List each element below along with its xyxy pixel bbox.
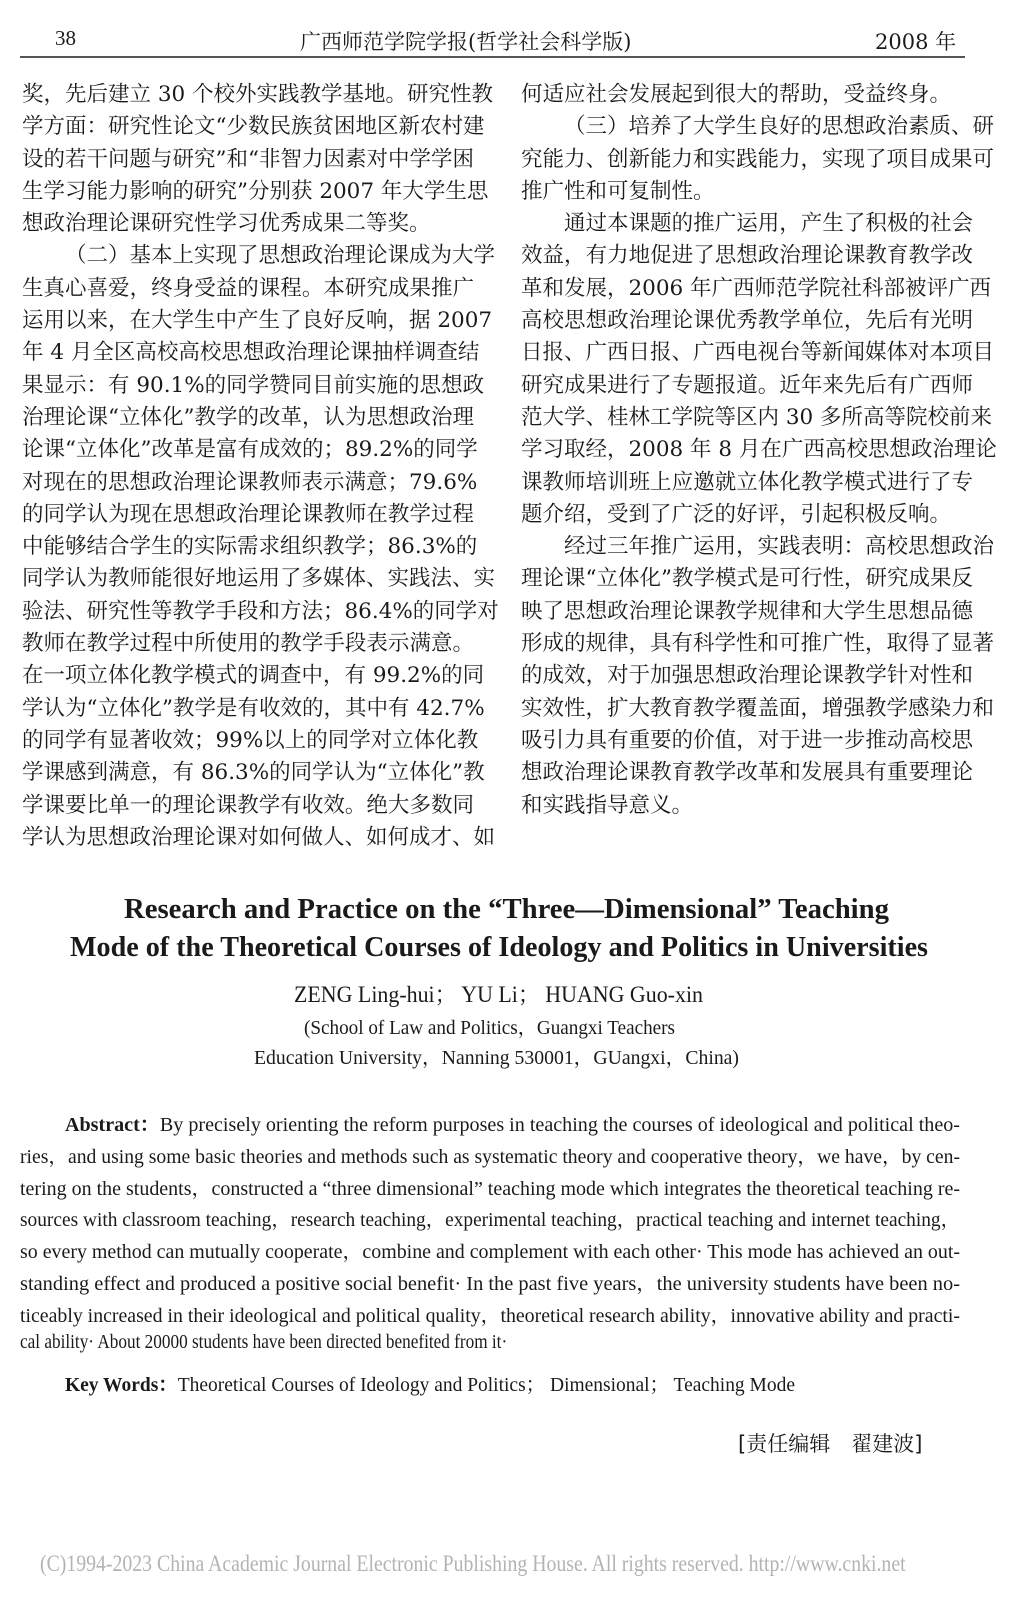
text-line: 的成效，对于加强思想政治理论课教学针对性和: [521, 663, 973, 689]
text-line: 映了思想政治理论课教学规律和大学生思想品德: [521, 598, 973, 624]
text-line: 通过本课题的推广运用，产生了积极的社会: [564, 211, 973, 237]
text-line: 的同学有显著收效；99%以上的同学对立体化教: [22, 727, 479, 753]
abstract-text: standing effect and produced a positive social benefit· In the past five years，the university students have been no-: [20, 1273, 961, 1295]
text-line: 果显示：有 90.1%的同学赞同目前实施的思想政: [22, 372, 485, 398]
abstract-line: [20, 1331, 587, 1354]
text-line: 验法、研究性等教学手段和方法；86.4%的同学对: [22, 598, 499, 624]
text-line: 奖，先后建立 30 个校外实践教学基地。研究性教: [22, 82, 494, 107]
text-line: 设的若干问题与研究”和“非智力因素对中学学困: [22, 146, 474, 172]
text-line: 理论课“立体化”教学模式是可行性，研究成果反: [521, 566, 973, 592]
abstract-text: ticeably increased in their ideological and political quality，theoretical research ability，innovative ability and practi-: [20, 1304, 960, 1327]
header-rule: [20, 56, 965, 58]
english-authors: ZENG Ling-hui； YU Li； HUANG Guo-xin: [294, 982, 703, 1007]
text-line: 生学习能力影响的研究”分别获 2007 年大学生思: [22, 178, 489, 204]
journal-title: 广西师范学院学报(哲学社会科学版): [300, 30, 632, 54]
english-affiliation-line-2: Education University，Nanning 530001，GUangxi，China): [254, 1047, 739, 1069]
english-title-line-2: Mode of the Theoretical Courses of Ideology and Politics in Universities: [70, 931, 928, 963]
text-line: （三）培养了大学生良好的思想政治素质、研: [564, 114, 995, 140]
text-line: 范大学、桂林工学院等区内 30 多所高等院校前来: [521, 404, 993, 430]
text-line: 和实践指导意义。: [521, 792, 694, 818]
text-line: 实效性，扩大教育教学覆盖面，增强教学感染力和: [521, 695, 995, 721]
abstract-text: sources with classroom teaching，research teaching，experimental teaching，practical teaching and internet teaching，: [20, 1209, 960, 1232]
text-line: 革和发展，2006 年广西师范学院社科部被评广西: [521, 275, 992, 301]
abstract-text: By precisely orienting the reform purposes in teaching the courses of ideological and political theo-: [159, 1114, 961, 1136]
text-line: 中能够结合学生的实际需求组织教学；86.3%的: [22, 534, 478, 560]
text-line: 在一项立体化教学模式的调查中，有 99.2%的同: [22, 663, 485, 689]
text-line: 高校思想政治理论课优秀教学单位，先后有光明: [521, 308, 973, 334]
abstract-line: [65, 1108, 961, 1137]
abstract-text: tering on the students，constructed a “three dimensional” teaching mode which integrates the theoretical teaching re-: [20, 1177, 960, 1200]
text-line: 想政治理论课教育教学改革和发展具有重要理论: [521, 760, 973, 786]
right-column: [521, 79, 997, 822]
text-line: 学习取经，2008 年 8 月在广西高校思想政治理论: [521, 437, 997, 463]
responsible-editor: [责任编辑 翟建波]: [738, 1432, 923, 1456]
text-line: 研究成果进行了专题报道。近年来先后有广西师: [521, 372, 973, 398]
paragraph: [521, 208, 997, 531]
paragraph: [521, 531, 995, 822]
text-line: 学认为“立体化”教学是有收效的，其中有 42.7%: [22, 695, 485, 721]
text-line: 生真心喜爱，终身受益的课程。本研究成果推广: [22, 275, 474, 301]
text-line: 年 4 月全区高校高校思想政治理论课抽样调查结: [22, 340, 480, 366]
text-line: 课教师培训班上应邀就立体化教学模式进行了专: [521, 469, 973, 495]
text-line: 学方面：研究性论文“少数民族贫困地区新农村建: [22, 114, 485, 140]
copyright-footer: (C)1994-2023 China Academic Journal Electronic Publishing House. All rights reserved. http://www.cnki.net: [40, 1551, 906, 1576]
text-line: 同学认为教师能很好地运用了多媒体、实践法、实: [22, 566, 496, 592]
text-line: 推广性和可复制性。: [521, 178, 715, 204]
page-number: 38: [55, 26, 76, 50]
keywords-text: Theoretical Courses of Ideology and Politics； Dimensional； Teaching Mode: [177, 1374, 795, 1396]
text-line: 对现在的思想政治理论课教师表示满意；79.6%: [22, 469, 478, 495]
text-line: 教师在教学过程中所使用的教学手段表示满意。: [22, 631, 474, 657]
abstract-line: [20, 1299, 969, 1328]
text-line: 何适应社会发展起到很大的帮助，受益终身。: [521, 82, 952, 107]
abstract-text: so every method can mutually cooperate，combine and complement with each other· This mode has achieved an out-: [20, 1241, 960, 1264]
paragraph: [521, 111, 995, 208]
abstract-text: cal ability· About 20000 students have been directed benefited from it·: [20, 1330, 508, 1353]
text-line: 学课要比单一的理论课教学有收效。绝大多数同: [22, 792, 474, 818]
text-line: 经过三年推广运用，实践表明：高校思想政治: [564, 534, 995, 560]
abstract-line: [20, 1172, 961, 1201]
abstract-label: Abstract：: [65, 1114, 160, 1136]
abstract-text: ries，and using some basic theories and methods such as systematic theory and cooperative theory，we have，by cen-: [20, 1145, 960, 1168]
text-line: 究能力、创新能力和实践能力，实现了项目成果可: [521, 146, 995, 172]
text-line: 日报、广西日报、广西电视台等新闻媒体对本项目: [521, 340, 995, 366]
paragraph: [521, 79, 973, 111]
text-line: 的同学认为现在思想政治理论课教师在教学过程: [22, 501, 474, 527]
text-line: 运用以来，在大学生中产生了良好反响，据 2007: [22, 308, 493, 334]
keywords-label: Key Words：: [65, 1374, 178, 1396]
paragraph: [22, 240, 499, 854]
abstract-line: [20, 1140, 977, 1169]
english-affiliation-line-1: (School of Law and Politics，Guangxi Teachers: [304, 1017, 675, 1039]
text-line: 题介绍，受到了广泛的好评，引起积极反响。: [521, 501, 952, 527]
text-line: 吸引力具有重要的价值，对于进一步推动高校思: [521, 727, 973, 753]
english-title-line-1: Research and Practice on the “Three—Dimensional” Teaching: [124, 893, 889, 925]
text-line: 学课感到满意，有 86.3%的同学认为“立体化”教: [22, 760, 485, 786]
left-column: [22, 79, 499, 854]
keywords-line: [65, 1368, 814, 1397]
text-line: 论课“立体化”改革是富有成效的；89.2%的同学: [22, 437, 478, 463]
abstract-line: [20, 1267, 961, 1296]
text-line: 治理论课“立体化”教学的改革，认为思想政治理: [22, 404, 474, 430]
text-line: 效益，有力地促进了思想政治理论课教育教学改: [521, 243, 973, 269]
abstract-line: [20, 1235, 964, 1264]
text-line: （二）基本上实现了思想政治理论课成为大学: [65, 243, 496, 269]
text-line: 想政治理论课研究性学习优秀成果二等奖。: [22, 211, 431, 237]
paragraph: [22, 79, 494, 240]
journal-year: 2008 年: [875, 30, 957, 54]
abstract-line: [20, 1203, 990, 1232]
text-line: 学认为思想政治理论课对如何做人、如何成才、如: [22, 824, 496, 850]
text-line: 形成的规律，具有科学性和可推广性，取得了显著: [521, 631, 995, 657]
